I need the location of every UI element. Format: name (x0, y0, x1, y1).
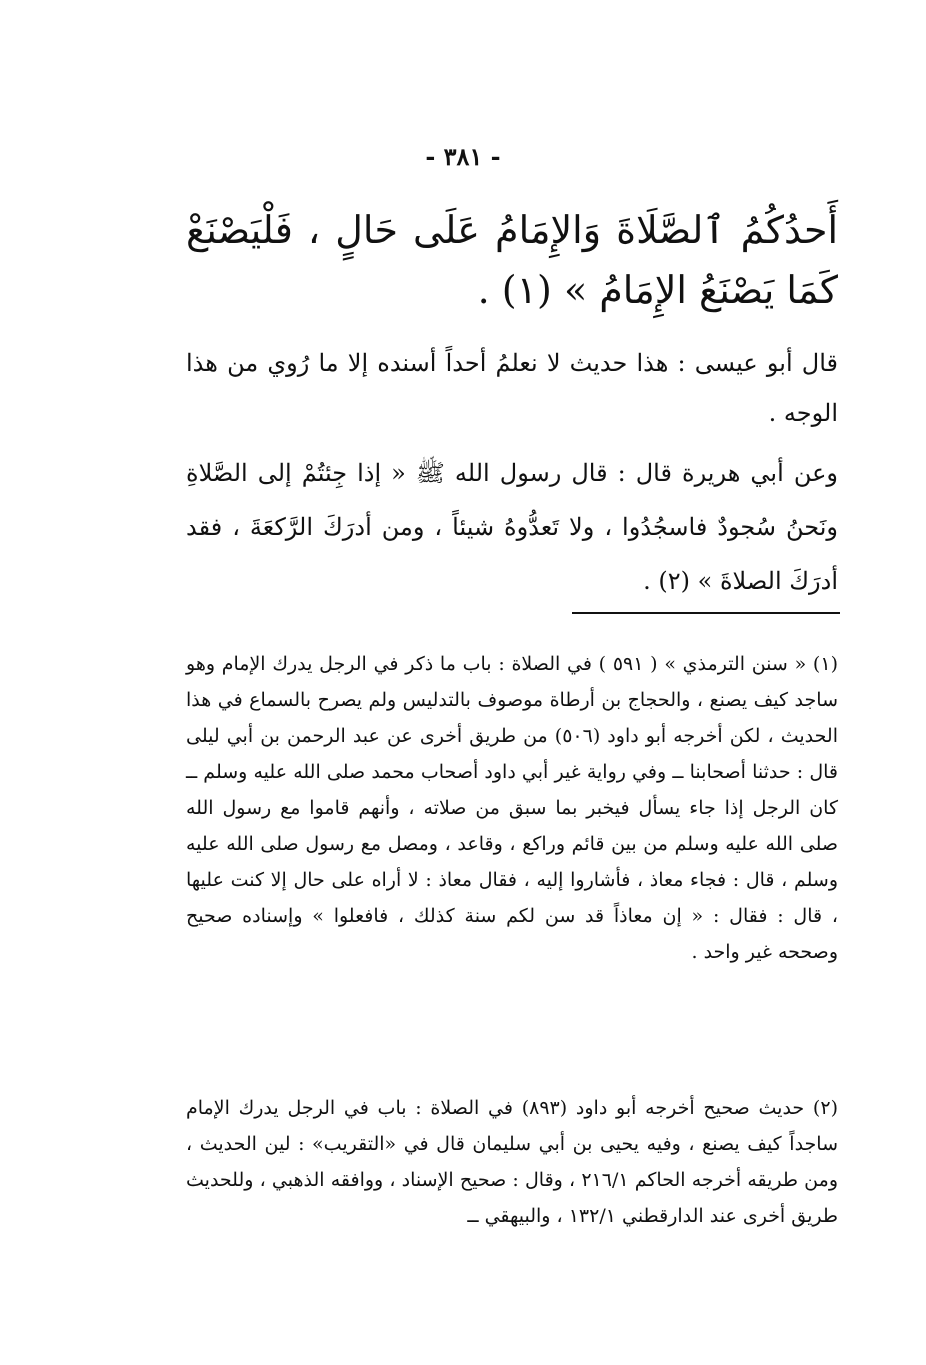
footnote-2: (٢) حديث صحيح أخرجه أبو داود (٨٩٣) في الصلاة : باب في الرجل يدرك الإمام ساجداً كيف يصنع ، وفيه يحيى بن أبي سليمان قال في «التقريب» : لين الحديث ، ومن طريقه أخرجه الحاكم ٢١٦/١ ، وقال : صحيح الإسناد ، ووافقه الذهبي ، وللحديث طريق أخرى عند الدارقطني ١٣٢/١ ، والبيهقي ــ (186, 1097, 838, 1227)
page-number: - ٣٨١ - (425, 142, 501, 171)
hadith-continuation: أَحدُكُمُ ٱلصَّلَاةَ وَالإِمَامُ عَلَى حَالٍ ، فَلْيَصْنَعْ كَمَا يَصْنَعُ الإِمَامُ » (١) . (186, 208, 838, 312)
footnote-separator (572, 612, 840, 614)
paragraph-abu-isa: قال أبو عيسى : هذا حديث لا نعلمُ أحداً أسنده إلا ما رُوي من هذا الوجه . (186, 349, 838, 427)
paragraph-abu-hurayra: وعن أبي هريرة قال : قال رسول الله ﷺ « إذا جِئتُمْ إلى الصَّلاةِ ونَحنُ سُجودٌ فاسجُدُوا ، ولا تَعدُّوهُ شيئاً ، ومن أدرَكَ الرَّكعَةَ ، فقد أدرَكَ الصلاةَ » (٢) . (186, 459, 838, 595)
footnote-1: (١) « سنن الترمذي » ( ٥٩١ ) في الصلاة : باب ما ذكر في الرجل يدرك الإمام وهو ساجد كيف يصنع ، والحجاج بن أرطاة موصوف بالتدليس ولم يصرح بالسماع في هذا الحديث ، لكن أخرجه أبو داود (٥٠٦) من طريق أخرى عن عبد الرحمن بن أبي ليلى قال : حدثنا أصحابنا ــ وفي رواية غير أبي داود أصحاب محمد صلى الله عليه وسلم ــ كان الرجل إذا جاء يسأل فيخبر بما سبق من صلاته ، وأنهم قاموا مع رسول الله صلى الله عليه وسلم من بين قائم وراكع ، وقاعد ، ومصل مع رسول صلى الله عليه وسلم ، قال : فجاء معاذ ، فأشاروا إليه ، فقال معاذ : لا أراه على حال إلا كنت عليها ، قال : فقال : « إن معاذاً قد سن لكم سنة كذلك ، فافعلوا » وإسناده صحيح وصححه غير واحد . (186, 653, 838, 963)
